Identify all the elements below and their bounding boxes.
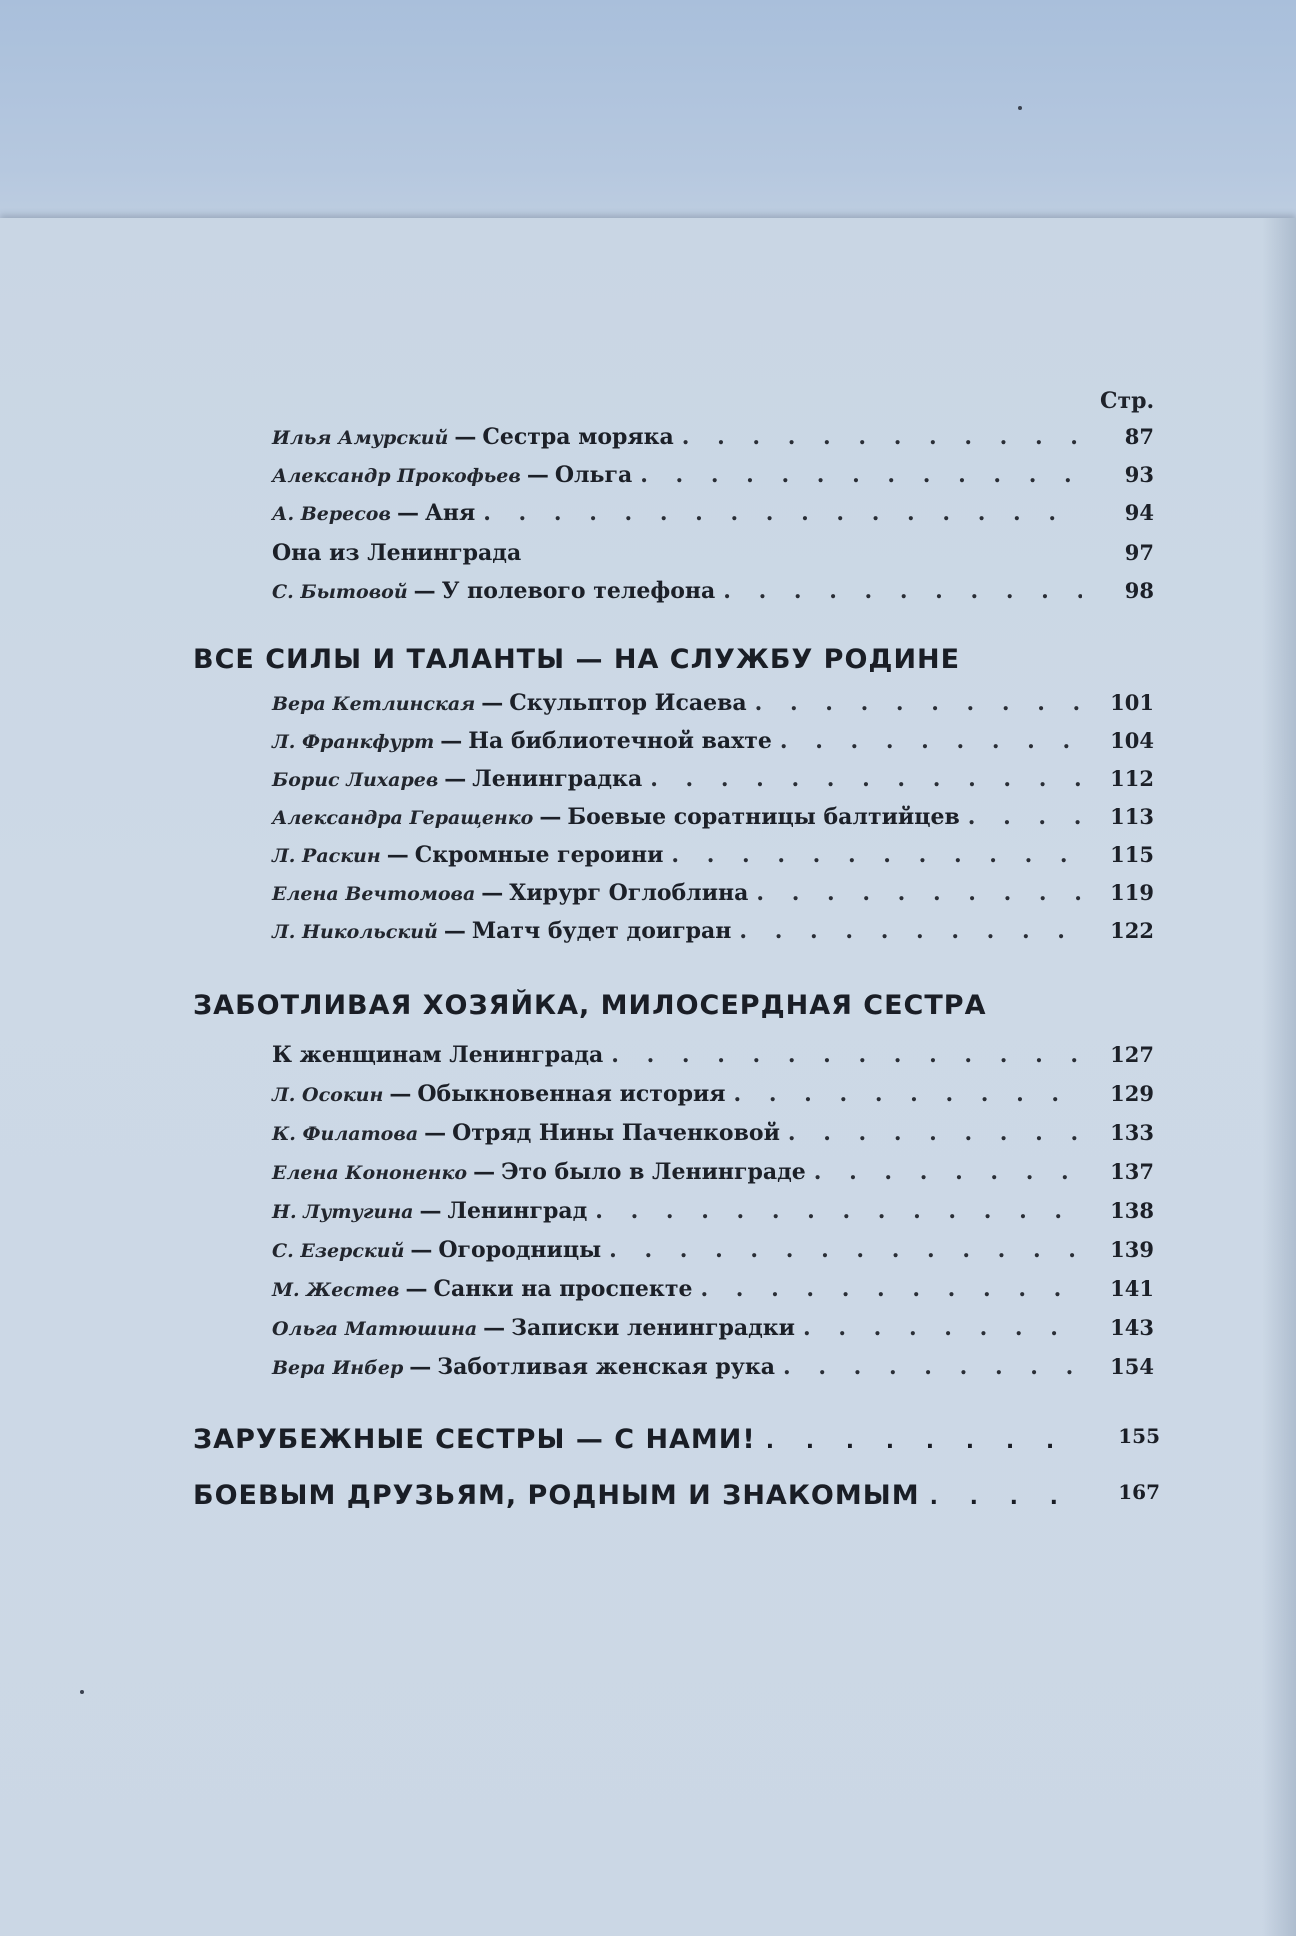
toc-entry: Борис Лихарев — Ленинградка . . . 112 xyxy=(272,766,1082,792)
entry-page-number: 138 xyxy=(1110,1198,1154,1223)
entry-author: А. Вересов xyxy=(272,503,391,525)
toc-entry: Александра Геращенко — Боевые соратницы балтийцев . . . 113 xyxy=(272,804,1082,830)
dust-speck xyxy=(80,1690,84,1694)
entry-author: Александр Прокофьев xyxy=(272,465,521,487)
toc-entry xyxy=(272,1042,1154,1068)
entry-author: Л. Раскин xyxy=(272,845,381,867)
page-edge-shadow xyxy=(1262,218,1296,1936)
toc-entry: Елена Вечтомова — Хирург Оглоблина . . . 119 xyxy=(272,880,1082,906)
entry-title: Записки ленинградки xyxy=(511,1315,795,1341)
entry-page-number: 112 xyxy=(1110,766,1154,791)
toc-entry: Л. Франкфурт — На библиотечной вахте . . . 104 xyxy=(272,728,1082,754)
entry-page-number: 113 xyxy=(1110,804,1154,829)
entry-title: Аня xyxy=(424,500,476,526)
entry-title: Матч будет доигран xyxy=(471,918,732,944)
entry-page-number: 101 xyxy=(1110,690,1154,715)
page-column-label: Стр. xyxy=(1100,388,1155,414)
entry-page-number: 119 xyxy=(1110,880,1154,905)
toc-entry: С. Езерский — Огородницы . . . 139 xyxy=(272,1237,1082,1263)
dust-speck xyxy=(1018,106,1022,110)
section-heading: БОЕВЫМ ДРУЗЬЯМ, РОДНЫМ И ЗНАКОМЫМ xyxy=(193,1480,920,1511)
entry-title: Скромные героини xyxy=(414,842,664,868)
toc-entry: А. Вересов — Аня . . . 94 xyxy=(272,500,1082,526)
entry-author: Ольга Матюшина xyxy=(272,1318,478,1340)
entry-page-number: 143 xyxy=(1110,1315,1154,1340)
entry-author: Александра Геращенко xyxy=(272,807,534,829)
section-heading: ЗАБОТЛИВАЯ ХОЗЯЙКА, МИЛОСЕРДНАЯ СЕСТРА xyxy=(193,990,987,1021)
entry-title: Ленинград xyxy=(447,1198,588,1224)
entry-author: Вера Кетлинская xyxy=(272,693,476,715)
entry-author: Борис Лихарев xyxy=(272,769,439,791)
entry-title: Сестра моряка xyxy=(482,424,674,450)
entry-page-number: 87 xyxy=(1124,424,1154,449)
entry-title: Это было в Ленинграде xyxy=(501,1159,806,1185)
entry-page-number: 133 xyxy=(1110,1120,1154,1145)
entry-title: Скульптор Исаева xyxy=(509,690,747,716)
entry-page-number: 104 xyxy=(1110,728,1154,753)
entry-author: М. Жестев xyxy=(272,1279,400,1301)
entry-page-number: 94 xyxy=(1124,500,1154,525)
entry-title: Боевые соратницы балтийцев xyxy=(567,804,960,830)
entry-page-number: 122 xyxy=(1110,918,1154,943)
section-heading-entry xyxy=(193,1480,1160,1511)
entry-title: К женщинам Ленинграда xyxy=(272,1042,604,1068)
entry-page-number: 154 xyxy=(1110,1354,1154,1379)
toc-entry: Александр Прокофьев — Ольга . . . 93 xyxy=(272,462,1082,488)
entry-page-number: 139 xyxy=(1110,1237,1154,1262)
toc-entry: Елена Кононенко — Это было в Ленинграде . . . 137 xyxy=(272,1159,1082,1185)
entry-author: Л. Никольский xyxy=(272,921,438,943)
entry-page-number: 93 xyxy=(1124,462,1154,487)
entry-title: У полевого телефона xyxy=(441,578,716,604)
entry-author: С. Езерский xyxy=(272,1240,405,1262)
entry-title: Санки на проспекте xyxy=(433,1276,693,1302)
section-heading: ЗАРУБЕЖНЫЕ СЕСТРЫ — С НАМИ! xyxy=(193,1424,756,1455)
toc-entry: К. Филатова — Отряд Нины Паченковой . . . 133 xyxy=(272,1120,1082,1146)
entry-page-number: 98 xyxy=(1124,578,1154,603)
entry-page-number: 155 xyxy=(1118,1424,1160,1448)
toc-entry: Л. Никольский — Матч будет доигран . . . 122 xyxy=(272,918,1082,944)
toc-entry: Илья Амурский — Сестра моряка . . . 87 xyxy=(272,424,1082,450)
entry-author: Елена Кононенко xyxy=(272,1162,468,1184)
entry-author: Илья Амурский xyxy=(272,427,449,449)
entry-author: Л. Франкфурт xyxy=(272,731,435,753)
entry-page-number: 167 xyxy=(1118,1480,1160,1504)
entry-author: К. Филатова xyxy=(272,1123,419,1145)
toc-entry: Ольга Матюшина — Записки ленинградки . . . 143 xyxy=(272,1315,1082,1341)
toc-entry: Л. Осокин — Обыкновенная история . . . 129 xyxy=(272,1081,1082,1107)
toc-entry: Н. Лутугина — Ленинград . . . 138 xyxy=(272,1198,1082,1224)
entry-title: Огородницы xyxy=(438,1237,602,1263)
entry-page-number: 97 xyxy=(1124,540,1154,565)
section-heading: ВСЕ СИЛЫ И ТАЛАНТЫ — НА СЛУЖБУ РОДИНЕ xyxy=(193,644,961,675)
section-heading-entry xyxy=(193,1424,1160,1455)
toc-entry xyxy=(272,540,1154,566)
toc-entry: Л. Раскин — Скромные героини . . . 115 xyxy=(272,842,1082,868)
toc-entry: С. Бытовой — У полевого телефона . . . 98 xyxy=(272,578,1082,604)
entry-title: Ольга xyxy=(554,462,633,488)
entry-page-number: 141 xyxy=(1110,1276,1154,1301)
toc-entry: Вера Кетлинская — Скульптор Исаева . . . 101 xyxy=(272,690,1082,716)
entry-author: С. Бытовой xyxy=(272,581,408,603)
entry-author: Н. Лутугина xyxy=(272,1201,414,1223)
entry-page-number: 127 xyxy=(1110,1042,1154,1067)
entry-title: Ленинградка xyxy=(472,766,643,792)
toc-entry: М. Жестев — Санки на проспекте . . . 141 xyxy=(272,1276,1082,1302)
entry-title: Заботливая женская рука xyxy=(437,1354,776,1380)
entry-author: Вера Инбер xyxy=(272,1357,404,1379)
entry-page-number: 115 xyxy=(1110,842,1154,867)
entry-page-number: 129 xyxy=(1110,1081,1154,1106)
entry-title: Отряд Нины Паченковой xyxy=(452,1120,780,1146)
entry-title: Хирург Оглоблина xyxy=(509,880,749,906)
background-surface xyxy=(0,0,1296,240)
entry-author: Елена Вечтомова xyxy=(272,883,476,905)
toc-entry: Вера Инбер — Заботливая женская рука . . . 154 xyxy=(272,1354,1082,1380)
entry-author: Л. Осокин xyxy=(272,1084,384,1106)
entry-page-number: 137 xyxy=(1110,1159,1154,1184)
entry-title: Обыкновенная история xyxy=(417,1081,726,1107)
entry-title: Она из Ленинграда xyxy=(272,540,522,566)
entry-title: На библиотечной вахте xyxy=(468,728,772,754)
